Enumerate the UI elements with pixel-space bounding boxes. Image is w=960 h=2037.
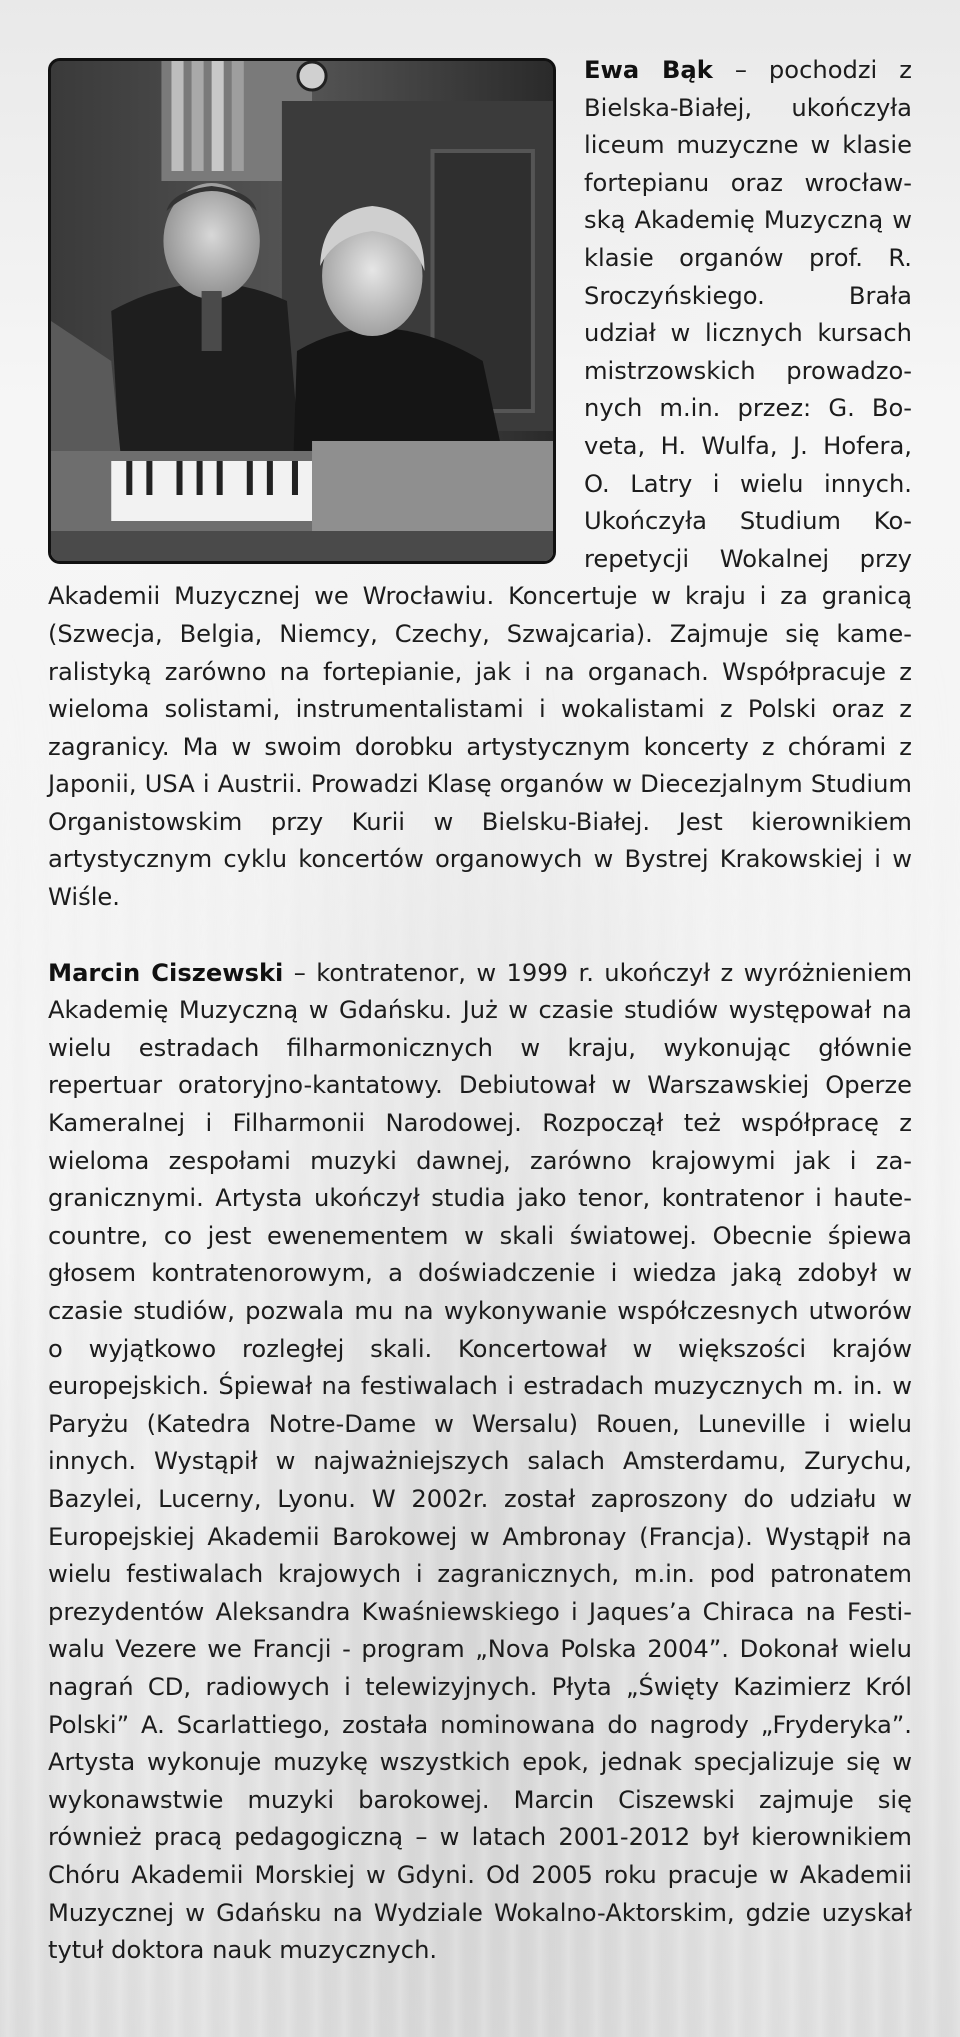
- biographies: [48, 52, 912, 1970]
- bio-ewa-bak-name: Ewa Bąk: [584, 56, 713, 84]
- performers-photo: [48, 58, 556, 564]
- bio-marcin-ciszewski: [48, 955, 912, 1970]
- bio-marcin-ciszewski-text: – kontratenor, w 1999 r. ukończył z wyróżnieniem Akademię Muzyczną w Gdańsku. Już w czasie studiów występował na wielu estradach filharmonicznych w kraju, wykonując głównie repertuar oratoryjno-kantatowy. Debiutował w Warszawskiej Operze Kameralnej i Filharmonii Narodowej. Rozpoczął też współpracę z wieloma zespołami muzyki dawnej, zarówno krajowymi jak i zagranicznymi. Artysta ukończył studia jako tenor, kontratenor i haute-countre, co jest ewenementem w skali światowej. Obecnie śpiewa głosem kontratenorowym, a doświadczenie i wiedza jaką zdobył w czasie studiów, pozwala mu na wykonywanie współczesnych utworów o wyjątkowo rozległej skali. Koncertował w większości krajów europejskich. Śpiewał na festiwalach i estradach muzycznych m. in. w Paryżu (Katedra Notre-Dame w Wersalu) Rouen, Luneville i wielu innych. Wystąpił w najważniejszych salach Amsterdamu, Zurychu, Bazylei, Lucerny, Lyonu. W 2002r. został zaproszony do udziału w Europejskiej Akademii Barokowej w Ambronay (Francja). Wystąpił na wielu festiwalach krajowych i zagranicznych, m.in. pod patronatem prezydentów Aleksandra Kwaśniewskiego i Jaques’a Chiraca na Festiwalu Vezere we Francji - program „Nova Polska 2004”. Dokonał wielu nagrań CD, radiowych i telewizyjnych. Płyta „Święty Kazimierz Król Polski” A. Scarlattiego, została nominowana do nagrody „Fryderyka”. Artysta wykonuje muzykę wszystkich epok, jednak specjalizuje się w wykonawstwie muzyki barokowej. Marcin Ciszewski zajmuje się również pracą pedagogiczną – w latach 2001-2012 był kierownikiem Chóru Akademii Morskiej w Gdyni. Od 2005 roku pracuje w Akademii Muzycznej w Gdańsku na Wydziale Wokalno-Aktorskim, gdzie uzyskał tytuł doktora nauk muzycznych.: [48, 958, 913, 1965]
- bio-marcin-ciszewski-name: Marcin Ciszewski: [48, 958, 284, 987]
- bio-ewa-bak-text: – pochodzi z Bielska-Białej, ukończyła liceum muzyczne w klasie fortepianu oraz wrocławską Akademię Muzyczną w klasie organów prof. R. Sroczyńskiego. Brała udział w licznych kursach mistrzowskich prowadzonych m.in. przez: G. Boveta, H. Wulfa, J. Hofera, O. Latry i wielu innych. Ukończyła Studium Korepetycji Wokalnej przy Akademii Muzycznej we Wrocławiu. Koncertuje w kraju i za granicą (Szwecja, Belgia, Niemcy, Czechy, Szwajcaria). Zajmuje się kameralistyką zarówno na fortepianie, jak i na organach. Współpracuje z wieloma solistami, instrumentalistami i wokalistami z Polski oraz z zagranicy. Ma w swoim dorobku artystycznym koncerty z chórami z Japonii, USA i Austrii. Prowadzi Klasę organów w Diecezjalnym Studium Organistowskim przy Kurii w Bielsku-Białej. Jest kierownikiem artystycznym cyklu koncertów organowych w Bystrej Krakowskiej i w Wiśle.: [48, 56, 912, 912]
